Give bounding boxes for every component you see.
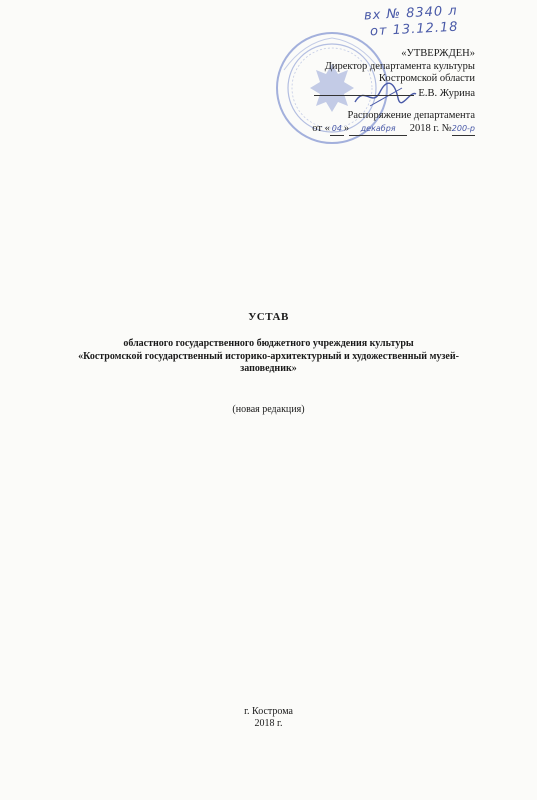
approval-block <box>255 48 475 136</box>
approval-position: Директор департамента культуры <box>324 60 475 72</box>
order-month: декабря <box>349 123 407 137</box>
place-and-year <box>0 706 537 730</box>
handwritten-registration-date: от 13.12.18 <box>369 19 459 40</box>
approval-signature-line <box>255 86 475 101</box>
subtitle-line-1: областного государственного бюджетного учреждения культуры <box>123 338 414 349</box>
year: 2018 г. <box>254 718 283 729</box>
order-day: 04 <box>330 123 344 137</box>
approval-name: Е.В. Журина <box>418 87 475 99</box>
subtitle-line-2: «Костромской государственный историко-архитектурный и художественный музей- <box>78 350 459 362</box>
document-subtitle <box>0 338 537 376</box>
handwritten-registration-number: вх № 8340 л <box>363 3 459 24</box>
subtitle-line-3: заповедник» <box>240 363 297 374</box>
approval-region: Костромской области <box>378 73 475 84</box>
document-title: УСТАВ <box>248 311 289 323</box>
approval-order-label: Распоряжение департамента <box>347 110 475 121</box>
edition-note: (новая редакция) <box>232 404 305 415</box>
approval-order-date: от « 04 » декабря 2018 г. №200-р <box>255 123 475 137</box>
signature-blank <box>314 86 414 96</box>
city: г. Кострома <box>244 706 293 717</box>
order-number: 200-р <box>452 123 475 137</box>
approval-heading: «УТВЕРЖДЕН» <box>401 48 475 59</box>
